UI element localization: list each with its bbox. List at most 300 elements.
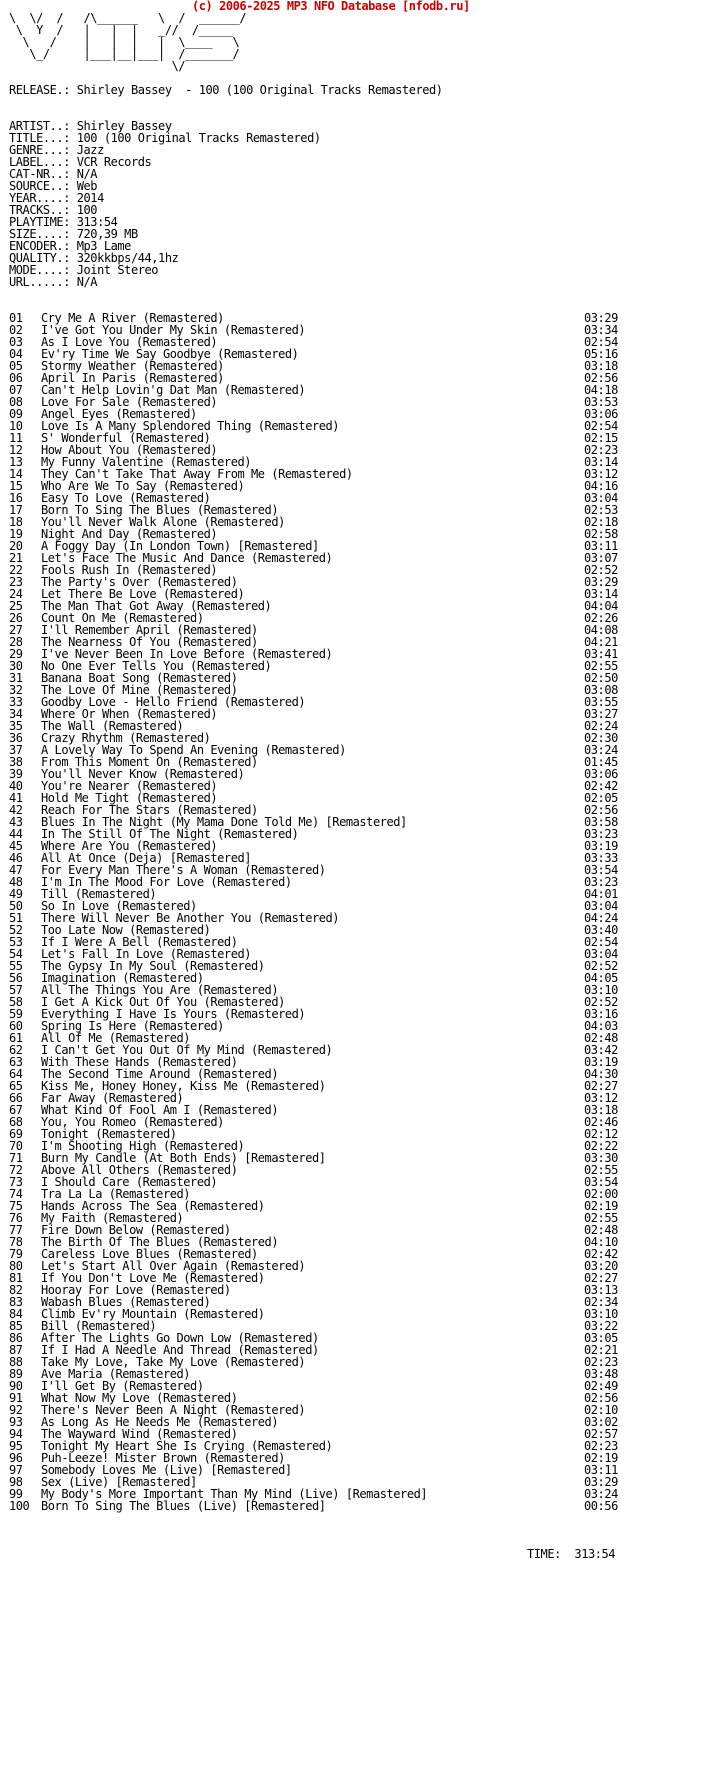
track-number: 53 [9, 935, 23, 949]
track-duration: 03:12 [584, 1091, 618, 1105]
track-duration: 03:06 [584, 407, 618, 421]
track-duration: 03:10 [584, 983, 618, 997]
track-duration: 03:10 [584, 1307, 618, 1321]
track-title: The Birth Of The Blues (Remastered) [41, 1235, 279, 1249]
track-duration: 02:53 [584, 503, 618, 517]
track-title: You, You Romeo (Remastered) [41, 1115, 224, 1129]
track-duration: 03:04 [584, 899, 618, 913]
track-title: Too Late Now (Remastered) [41, 923, 211, 937]
track-duration: 03:08 [584, 683, 618, 697]
track-duration: 03:04 [584, 491, 618, 505]
track-duration: 03:23 [584, 875, 618, 889]
track-title: Climb Ev'ry Mountain (Remastered) [41, 1307, 265, 1321]
track-title: You'll Never Walk Alone (Remastered) [41, 515, 285, 529]
track-duration: 01:45 [584, 755, 618, 769]
track-number: 83 [9, 1295, 23, 1309]
track-number: 59 [9, 1007, 23, 1021]
track-title: Tra La La (Remastered) [41, 1187, 191, 1201]
info-line: SIZE....: 720,39 MB [9, 227, 138, 241]
track-title: All The Things You Are (Remastered) [41, 983, 279, 997]
track-title: Burn My Candle (At Both Ends) [Remastered] [41, 1151, 326, 1165]
track-duration: 04:01 [584, 887, 618, 901]
track-title: Born To Sing The Blues (Remastered) [41, 503, 279, 517]
track-number: 70 [9, 1139, 23, 1153]
track-title: Easy To Love (Remastered) [41, 491, 211, 505]
track-number: 100 [9, 1499, 30, 1513]
track-title: From This Moment On (Remastered) [41, 755, 258, 769]
track-duration: 03:29 [584, 575, 618, 589]
track-duration: 02:22 [584, 1139, 618, 1153]
track-duration: 02:52 [584, 995, 618, 1009]
logo-art-line: \_/ |___|__|___| /_______/ [9, 47, 240, 61]
track-title: Above All Others (Remastered) [41, 1163, 238, 1177]
track-duration: 03:29 [584, 1475, 618, 1489]
info-line: PLAYTIME: 313:54 [9, 215, 118, 229]
info-line: MODE....: Joint Stereo [9, 263, 159, 277]
track-duration: 02:56 [584, 1391, 618, 1405]
track-number: 62 [9, 1043, 23, 1057]
track-duration: 03:48 [584, 1367, 618, 1381]
track-number: 06 [9, 371, 23, 385]
track-number: 14 [9, 467, 23, 481]
track-number: 40 [9, 779, 23, 793]
track-number: 30 [9, 659, 23, 673]
track-duration: 02:19 [584, 1451, 618, 1465]
track-number: 24 [9, 587, 23, 601]
track-number: 50 [9, 899, 23, 913]
track-title: Wabash Blues (Remastered) [41, 1295, 211, 1309]
track-title: The Nearness Of You (Remastered) [41, 635, 258, 649]
total-time: TIME: 313:54 [527, 1547, 616, 1561]
track-duration: 03:18 [584, 359, 618, 373]
track-duration: 02:34 [584, 1295, 618, 1309]
track-number: 57 [9, 983, 23, 997]
info-line: URL.....: N/A [9, 275, 98, 289]
track-duration: 02:12 [584, 1127, 618, 1141]
track-number: 47 [9, 863, 23, 877]
track-title: Where Or When (Remastered) [41, 707, 218, 721]
track-duration: 03:11 [584, 539, 618, 553]
track-title: My Funny Valentine (Remastered) [41, 455, 252, 469]
track-duration: 02:52 [584, 563, 618, 577]
track-title: Puh-Leeze! Mister Brown (Remastered) [41, 1451, 285, 1465]
track-title: I Get A Kick Out Of You (Remastered) [41, 995, 285, 1009]
track-title: I'll Get By (Remastered) [41, 1379, 204, 1393]
track-number: 36 [9, 731, 23, 745]
track-number: 33 [9, 695, 23, 709]
track-title: Crazy Rhythm (Remastered) [41, 731, 211, 745]
track-duration: 02:42 [584, 779, 618, 793]
track-number: 72 [9, 1163, 23, 1177]
track-duration: 03:06 [584, 767, 618, 781]
track-number: 09 [9, 407, 23, 421]
track-duration: 04:16 [584, 479, 618, 493]
track-duration: 03:24 [584, 1487, 618, 1501]
track-title: There's Never Been A Night (Remastered) [41, 1403, 306, 1417]
track-title: Hooray For Love (Remastered) [41, 1283, 231, 1297]
track-title: The Party's Over (Remastered) [41, 575, 238, 589]
track-title: Far Away (Remastered) [41, 1091, 184, 1105]
track-number: 80 [9, 1259, 23, 1273]
track-title: For Every Man There's A Woman (Remastered) [41, 863, 326, 877]
track-number: 41 [9, 791, 23, 805]
track-number: 82 [9, 1283, 23, 1297]
track-title: April In Paris (Remastered) [41, 371, 224, 385]
track-number: 31 [9, 671, 23, 685]
track-duration: 03:33 [584, 851, 618, 865]
track-duration: 02:00 [584, 1187, 618, 1201]
track-duration: 02:19 [584, 1199, 618, 1213]
track-duration: 03:23 [584, 827, 618, 841]
track-number: 56 [9, 971, 23, 985]
track-duration: 04:21 [584, 635, 618, 649]
track-duration: 02:55 [584, 659, 618, 673]
track-duration: 03:04 [584, 947, 618, 961]
info-line: LABEL...: VCR Records [9, 155, 152, 169]
track-number: 28 [9, 635, 23, 649]
track-number: 43 [9, 815, 23, 829]
track-duration: 05:16 [584, 347, 618, 361]
track-number: 03 [9, 335, 23, 349]
track-title: The Wall (Remastered) [41, 719, 184, 733]
track-duration: 02:56 [584, 803, 618, 817]
track-duration: 02:48 [584, 1031, 618, 1045]
track-title: I'm In The Mood For Love (Remastered) [41, 875, 292, 889]
track-duration: 04:03 [584, 1019, 618, 1033]
track-title: Night And Day (Remastered) [41, 527, 218, 541]
track-number: 76 [9, 1211, 23, 1225]
track-number: 12 [9, 443, 23, 457]
track-title: After The Lights Go Down Low (Remastered) [41, 1331, 319, 1345]
track-title: I'm Shooting High (Remastered) [41, 1139, 245, 1153]
info-line: TRACKS..: 100 [9, 203, 98, 217]
track-number: 23 [9, 575, 23, 589]
track-number: 49 [9, 887, 23, 901]
track-duration: 02:18 [584, 515, 618, 529]
track-duration: 03:54 [584, 863, 618, 877]
track-number: 44 [9, 827, 23, 841]
track-duration: 02:27 [584, 1079, 618, 1093]
track-duration: 00:56 [584, 1499, 618, 1513]
track-title: Spring Is Here (Remastered) [41, 1019, 224, 1033]
logo-art-line: \ \/ / /\______ \ / ______/ [9, 11, 247, 25]
track-title: My Body's More Important Than My Mind (Live) [Remastered] [41, 1487, 428, 1501]
track-number: 64 [9, 1067, 23, 1081]
track-title: Reach For The Stars (Remastered) [41, 803, 258, 817]
track-number: 07 [9, 383, 23, 397]
track-duration: 03:20 [584, 1259, 618, 1273]
track-title: Somebody Loves Me (Live) [Remastered] [41, 1463, 292, 1477]
logo-art-line: \/ [9, 59, 240, 73]
track-number: 79 [9, 1247, 23, 1261]
track-title: Ave Maria (Remastered) [41, 1367, 191, 1381]
track-title: The Love Of Mine (Remastered) [41, 683, 238, 697]
info-line: ENCODER.: Mp3 Lame [9, 239, 131, 253]
track-duration: 03:19 [584, 839, 618, 853]
track-title: What Now My Love (Remastered) [41, 1391, 238, 1405]
track-number: 89 [9, 1367, 23, 1381]
track-duration: 02:54 [584, 935, 618, 949]
track-number: 65 [9, 1079, 23, 1093]
track-duration: 03:29 [584, 311, 618, 325]
track-duration: 02:58 [584, 527, 618, 541]
track-title: You're Nearer (Remastered) [41, 779, 218, 793]
track-number: 27 [9, 623, 23, 637]
track-title: You'll Never Know (Remastered) [41, 767, 245, 781]
track-title: I Should Care (Remastered) [41, 1175, 218, 1189]
track-title: As I Love You (Remastered) [41, 335, 218, 349]
info-line: CAT-NR..: N/A [9, 167, 98, 181]
track-title: Hands Across The Sea (Remastered) [41, 1199, 265, 1213]
track-number: 10 [9, 419, 23, 433]
track-title: S' Wonderful (Remastered) [41, 431, 211, 445]
track-title: Blues In The Night (My Mama Done Told Me) [Remastered] [41, 815, 407, 829]
track-number: 93 [9, 1415, 23, 1429]
track-number: 38 [9, 755, 23, 769]
track-duration: 02:15 [584, 431, 618, 445]
track-number: 22 [9, 563, 23, 577]
track-title: A Lovely Way To Spend An Evening (Remastered) [41, 743, 346, 757]
ascii-logo [9, 12, 246, 72]
track-duration: 03:19 [584, 1055, 618, 1069]
track-duration: 03:14 [584, 455, 618, 469]
track-title: Cry Me A River (Remastered) [41, 311, 224, 325]
track-title: I've Never Been In Love Before (Remastered) [41, 647, 333, 661]
track-duration: 03:53 [584, 395, 618, 409]
track-title: All Of Me (Remastered) [41, 1031, 191, 1045]
track-duration: 03:34 [584, 323, 618, 337]
track-title: Can't Help Lovin'g Dat Man (Remastered) [41, 383, 306, 397]
track-number: 60 [9, 1019, 23, 1033]
track-duration: 03:41 [584, 647, 618, 661]
info-line: SOURCE..: Web [9, 179, 98, 193]
track-duration: 03:30 [584, 1151, 618, 1165]
track-title: Fools Rush In (Remastered) [41, 563, 218, 577]
track-duration: 02:23 [584, 1355, 618, 1369]
track-duration: 02:50 [584, 671, 618, 685]
track-duration: 03:13 [584, 1283, 618, 1297]
track-number: 81 [9, 1271, 23, 1285]
track-duration: 03:12 [584, 467, 618, 481]
track-title: Careless Love Blues (Remastered) [41, 1247, 258, 1261]
track-duration: 04:18 [584, 383, 618, 397]
track-duration: 02:48 [584, 1223, 618, 1237]
track-number: 90 [9, 1379, 23, 1393]
track-duration: 04:05 [584, 971, 618, 985]
track-duration: 03:55 [584, 695, 618, 709]
track-title: Born To Sing The Blues (Live) [Remastered] [41, 1499, 326, 1513]
track-duration: 02:56 [584, 371, 618, 385]
track-duration: 03:24 [584, 743, 618, 757]
track-duration: 02:21 [584, 1343, 618, 1357]
track-duration: 04:24 [584, 911, 618, 925]
track-title: As Long As He Needs Me (Remastered) [41, 1415, 279, 1429]
track-title: The Gypsy In My Soul (Remastered) [41, 959, 265, 973]
info-line: ARTIST..: Shirley Bassey [9, 119, 172, 133]
track-number: 85 [9, 1319, 23, 1333]
track-title: Everything I Have Is Yours (Remastered) [41, 1007, 306, 1021]
track-title: Angel Eyes (Remastered) [41, 407, 197, 421]
info-line: YEAR....: 2014 [9, 191, 104, 205]
track-duration: 02:24 [584, 719, 618, 733]
info-line: GENRE...: Jazz [9, 143, 104, 157]
track-number: 29 [9, 647, 23, 661]
track-title: I'll Remember April (Remastered) [41, 623, 258, 637]
track-number: 55 [9, 959, 23, 973]
track-duration: 02:05 [584, 791, 618, 805]
track-duration: 03:22 [584, 1319, 618, 1333]
track-number: 01 [9, 311, 23, 325]
track-title: What Kind Of Fool Am I (Remastered) [41, 1103, 279, 1117]
track-title: Ev'ry Time We Say Goodbye (Remastered) [41, 347, 299, 361]
track-number: 37 [9, 743, 23, 757]
track-duration: 02:46 [584, 1115, 618, 1129]
track-number: 11 [9, 431, 23, 445]
track-title: The Man That Got Away (Remastered) [41, 599, 272, 613]
track-title: If I Had A Needle And Thread (Remastered) [41, 1343, 319, 1357]
track-number: 16 [9, 491, 23, 505]
track-row [9, 1500, 659, 1512]
track-number: 91 [9, 1391, 23, 1405]
track-title: All At Once (Deja) [Remastered] [41, 851, 252, 865]
track-duration: 02:27 [584, 1271, 618, 1285]
track-duration: 04:10 [584, 1235, 618, 1249]
track-number: 63 [9, 1055, 23, 1069]
track-number: 15 [9, 479, 23, 493]
track-title: Fire Down Below (Remastered) [41, 1223, 231, 1237]
track-title: Hold Me Tight (Remastered) [41, 791, 218, 805]
track-title: A Foggy Day (In London Town) [Remastered] [41, 539, 319, 553]
track-duration: 03:54 [584, 1175, 618, 1189]
track-number: 42 [9, 803, 23, 817]
track-number: 20 [9, 539, 23, 553]
track-number: 75 [9, 1199, 23, 1213]
track-title: They Can't Take That Away From Me (Remastered) [41, 467, 353, 481]
track-duration: 02:30 [584, 731, 618, 745]
track-title: Let's Fall In Love (Remastered) [41, 947, 252, 961]
track-duration: 02:42 [584, 1247, 618, 1261]
track-number: 96 [9, 1451, 23, 1465]
track-number: 34 [9, 707, 23, 721]
track-title: Count On Me (Remastered) [41, 611, 204, 625]
release-info [9, 120, 321, 288]
track-number: 98 [9, 1475, 23, 1489]
track-number: 69 [9, 1127, 23, 1141]
track-title: There Will Never Be Another You (Remastered) [41, 911, 340, 925]
track-duration: 02:54 [584, 419, 618, 433]
track-title: Let There Be Love (Remastered) [41, 587, 245, 601]
track-number: 45 [9, 839, 23, 853]
track-number: 61 [9, 1031, 23, 1045]
track-duration: 02:23 [584, 1439, 618, 1453]
track-duration: 03:58 [584, 815, 618, 829]
track-title: With These Hands (Remastered) [41, 1055, 238, 1069]
track-number: 46 [9, 851, 23, 865]
track-duration: 02:54 [584, 335, 618, 349]
copyright-notice: (c) 2006-2025 MP3 NFO Database [nfodb.ru] [192, 0, 470, 13]
track-title: Till (Remastered) [41, 887, 157, 901]
track-title: Tonight My Heart She Is Crying (Remastered) [41, 1439, 333, 1453]
track-title: Goodby Love - Hello Friend (Remastered) [41, 695, 306, 709]
info-line: QUALITY.: 320kkbps/44,1hz [9, 251, 179, 265]
track-title: How About You (Remastered) [41, 443, 218, 457]
track-title: Banana Boat Song (Remastered) [41, 671, 238, 685]
track-list [9, 312, 659, 1512]
track-number: 39 [9, 767, 23, 781]
track-title: So In Love (Remastered) [41, 899, 197, 913]
logo-art-line: \ Y / | | | _// /_____ [9, 23, 240, 37]
track-duration: 03:40 [584, 923, 618, 937]
track-number: 25 [9, 599, 23, 613]
track-duration: 03:07 [584, 551, 618, 565]
track-number: 52 [9, 923, 23, 937]
info-line: TITLE...: 100 (100 Original Tracks Remastered) [9, 131, 321, 145]
track-duration: 02:49 [584, 1379, 618, 1393]
track-duration: 02:26 [584, 611, 618, 625]
track-number: 94 [9, 1427, 23, 1441]
track-title: Sex (Live) [Remastered] [41, 1475, 197, 1489]
track-duration: 03:11 [584, 1463, 618, 1477]
track-number: 35 [9, 719, 23, 733]
track-title: Who Are We To Say (Remastered) [41, 479, 245, 493]
track-number: 02 [9, 323, 23, 337]
track-title: Kiss Me, Honey Honey, Kiss Me (Remastered) [41, 1079, 326, 1093]
track-title: No One Ever Tells You (Remastered) [41, 659, 272, 673]
track-number: 04 [9, 347, 23, 361]
track-duration: 02:55 [584, 1163, 618, 1177]
track-number: 71 [9, 1151, 23, 1165]
track-number: 78 [9, 1235, 23, 1249]
track-number: 51 [9, 911, 23, 925]
track-number: 77 [9, 1223, 23, 1237]
track-number: 13 [9, 455, 23, 469]
track-duration: 03:42 [584, 1043, 618, 1057]
track-duration: 04:30 [584, 1067, 618, 1081]
track-title: In The Still Of The Night (Remastered) [41, 827, 299, 841]
track-duration: 04:04 [584, 599, 618, 613]
track-title: If You Don't Love Me (Remastered) [41, 1271, 265, 1285]
track-duration: 02:57 [584, 1427, 618, 1441]
track-duration: 03:14 [584, 587, 618, 601]
track-number: 84 [9, 1307, 23, 1321]
track-duration: 02:55 [584, 1211, 618, 1225]
logo-art-line: \ / | | | | \____ \ [9, 35, 240, 49]
track-number: 08 [9, 395, 23, 409]
track-title: Love For Sale (Remastered) [41, 395, 218, 409]
track-title: Imagination (Remastered) [41, 971, 204, 985]
track-number: 74 [9, 1187, 23, 1201]
track-number: 17 [9, 503, 23, 517]
track-duration: 03:27 [584, 707, 618, 721]
track-duration: 03:18 [584, 1103, 618, 1117]
track-number: 19 [9, 527, 23, 541]
track-number: 18 [9, 515, 23, 529]
track-duration: 03:16 [584, 1007, 618, 1021]
track-number: 67 [9, 1103, 23, 1117]
track-title: I Can't Get You Out Of My Mind (Remastered) [41, 1043, 333, 1057]
track-number: 68 [9, 1115, 23, 1129]
track-title: Love Is A Many Splendored Thing (Remastered) [41, 419, 340, 433]
track-number: 58 [9, 995, 23, 1009]
track-title: The Wayward Wind (Remastered) [41, 1427, 238, 1441]
track-title: My Faith (Remastered) [41, 1211, 184, 1225]
track-number: 97 [9, 1463, 23, 1477]
track-number: 05 [9, 359, 23, 373]
track-number: 95 [9, 1439, 23, 1453]
track-number: 26 [9, 611, 23, 625]
track-number: 54 [9, 947, 23, 961]
release-line: RELEASE.: Shirley Bassey - 100 (100 Original Tracks Remastered) [9, 83, 443, 97]
